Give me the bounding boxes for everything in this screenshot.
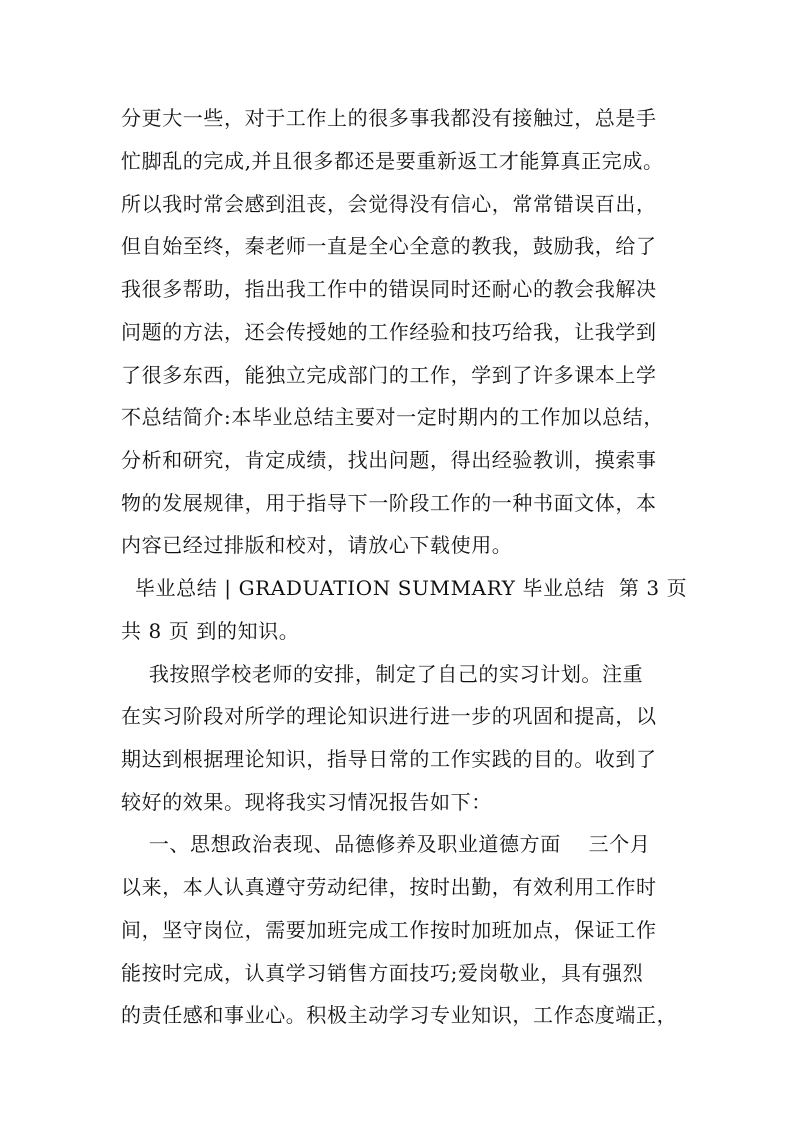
body-text-line: 了很多东西，能独立完成部门的工作，学到了许多课本上学 <box>121 363 657 387</box>
body-text-line: 我很多帮助，指出我工作中的错误同时还耐心的教会我解决 <box>121 277 657 301</box>
body-text-line: 以来，本人认真遵守劳动纪律，按时出勤，有效利用工作时 <box>121 875 657 899</box>
body-text-line: 能按时完成，认真学习销售方面技巧;爱岗敬业，具有强烈 <box>121 961 644 985</box>
body-text-line: 问题的方法，还会传授她的工作经验和技巧给我，让我学到 <box>121 320 657 344</box>
paragraph-start-line: 我按照学校老师的安排，制定了自己的实习计划。注重 <box>121 662 644 686</box>
body-text-line: 分更大一些，对于工作上的很多事我都没有接触过，总是手 <box>121 106 657 130</box>
body-text-line: 忙脚乱的完成,并且很多都还是要重新返工才能算真正完成。 <box>121 149 664 173</box>
page-footer-line: 毕业总结 | GRADUATION SUMMARY 毕业总结 第 3 页 <box>121 576 688 600</box>
body-text-line: 较好的效果。现将我实习情况报告如下： <box>121 790 492 814</box>
body-text-line: 所以我时常会感到沮丧，会觉得没有信心，常常错误百出， <box>121 192 657 216</box>
body-text-line: 但自始至终，秦老师一直是全心全意的教我，鼓励我，给了 <box>121 234 657 258</box>
summary-intro-line: 不总结简介:本毕业总结主要对一定时期内的工作加以总结， <box>121 405 664 429</box>
body-text-line: 物的发展规律，用于指导下一阶段工作的一种书面文体，本 <box>121 491 657 515</box>
body-text-line: 在实习阶段对所学的理论知识进行进一步的巩固和提高，以 <box>121 704 657 728</box>
page-count-line: 共 8 页 到的知识。 <box>121 619 300 643</box>
body-text-line: 的责任感和事业心。积极主动学习专业知识，工作态度端正， <box>121 1003 678 1027</box>
body-text-line: 间，坚守岗位，需要加班完成工作按时加班加点，保证工作 <box>121 918 657 942</box>
body-text-line: 期达到根据理论知识，指导日常的工作实践的目的。收到了 <box>121 747 657 771</box>
body-text-line: 内容已经过排版和校对，请放心下载使用。 <box>121 533 513 557</box>
section-heading-line: 一、思想政治表现、品德修养及职业道德方面 三个月 <box>121 832 651 856</box>
body-text-line: 分析和研究，肯定成绩，找出问题，得出经验教训，摸索事 <box>121 448 657 472</box>
